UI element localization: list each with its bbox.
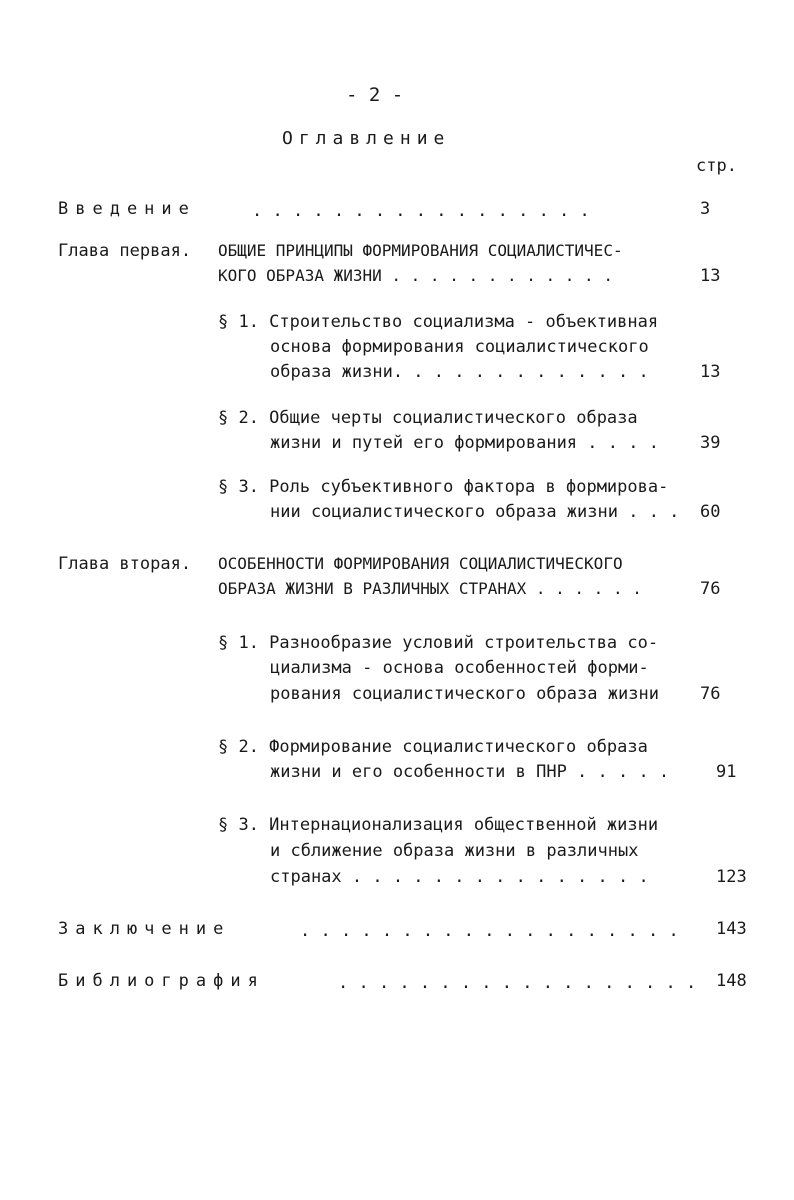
chapter1-title-line1: ОБЩИЕ ПРИНЦИПЫ ФОРМИРОВАНИЯ СОЦИАЛИСТИЧЕС-: [218, 241, 623, 260]
intro-leader-dots: . . . . . . . . . . . . . . . . .: [252, 201, 590, 221]
chapter2-section2-line1: § 2. Формирование социалистического образа: [218, 737, 648, 757]
chapter2-section2-line2: жизни и его особенности в ПНР . . . . .: [270, 762, 670, 782]
chapter2-title-line2: ОБРАЗА ЖИЗНИ В РАЗЛИЧНЫХ СТРАНАХ . . . . . .: [218, 579, 642, 598]
chapter2-page: 76: [700, 579, 721, 599]
chapter2-section2-page: 91: [716, 762, 737, 782]
chapter1-section1-page: 13: [700, 362, 721, 382]
chapter1-section1-line1: § 1. Строительство социализма - объективная: [218, 312, 659, 332]
chapter2-section3-line1: § 3. Интернационализация общественной жизни: [218, 815, 659, 835]
intro-page: 3: [700, 199, 711, 219]
chapter1-section3-line2: нии социалистического образа жизни . . .: [270, 502, 680, 522]
chapter1-section3-page: 60: [700, 502, 721, 522]
chapter2-title-line1: ОСОБЕННОСТИ ФОРМИРОВАНИЯ СОЦИАЛИСТИЧЕСКОГО: [218, 554, 623, 573]
bibliography-page: 148: [716, 971, 747, 991]
chapter2-section3-page: 123: [716, 867, 747, 887]
chapter1-title-line2: КОГО ОБРАЗА ЖИЗНИ . . . . . . . . . . . .: [218, 266, 613, 285]
chapter2-section1-line1: § 1. Разнообразие условий строительства со-: [218, 633, 659, 653]
chapter2-section3-line3: странах . . . . . . . . . . . . . . .: [270, 867, 649, 887]
page-column-label: стр.: [696, 156, 737, 176]
chapter2-section3-line2: и сближение образа жизни в различных: [270, 841, 639, 861]
chapter1-section3-line1: § 3. Роль субъективного фактора в формирова-: [218, 477, 669, 497]
intro-label: Введение: [58, 199, 196, 219]
toc-title: Оглавление: [282, 128, 451, 149]
conclusion-leader-dots: . . . . . . . . . . . . . . . . . . .: [300, 921, 679, 941]
chapter2-section1-line2: циализма - основа особенностей форми-: [270, 658, 649, 678]
bibliography-leader-dots: . . . . . . . . . . . . . . . . . .: [338, 973, 697, 993]
chapter1-section2-page: 39: [700, 433, 721, 453]
chapter2-label: Глава вторая.: [58, 554, 192, 574]
conclusion-page: 143: [716, 919, 747, 939]
conclusion-label: Заключение: [58, 919, 231, 939]
chapter2-section1-page: 76: [700, 684, 721, 704]
chapter1-section1-line3: образа жизни. . . . . . . . . . . . .: [270, 362, 649, 382]
page-number: - 2 -: [346, 84, 404, 106]
chapter1-label: Глава первая.: [58, 241, 192, 261]
chapter2-section1-line3: рования социалистического образа жизни: [270, 684, 659, 704]
chapter1-section2-line2: жизни и путей его формирования . . . .: [270, 433, 659, 453]
bibliography-label: Библиография: [58, 971, 265, 991]
chapter1-section2-line1: § 2. Общие черты социалистического образа: [218, 408, 638, 428]
chapter1-section1-line2: основа формирования социалистического: [270, 337, 649, 357]
chapter1-page: 13: [700, 266, 721, 286]
